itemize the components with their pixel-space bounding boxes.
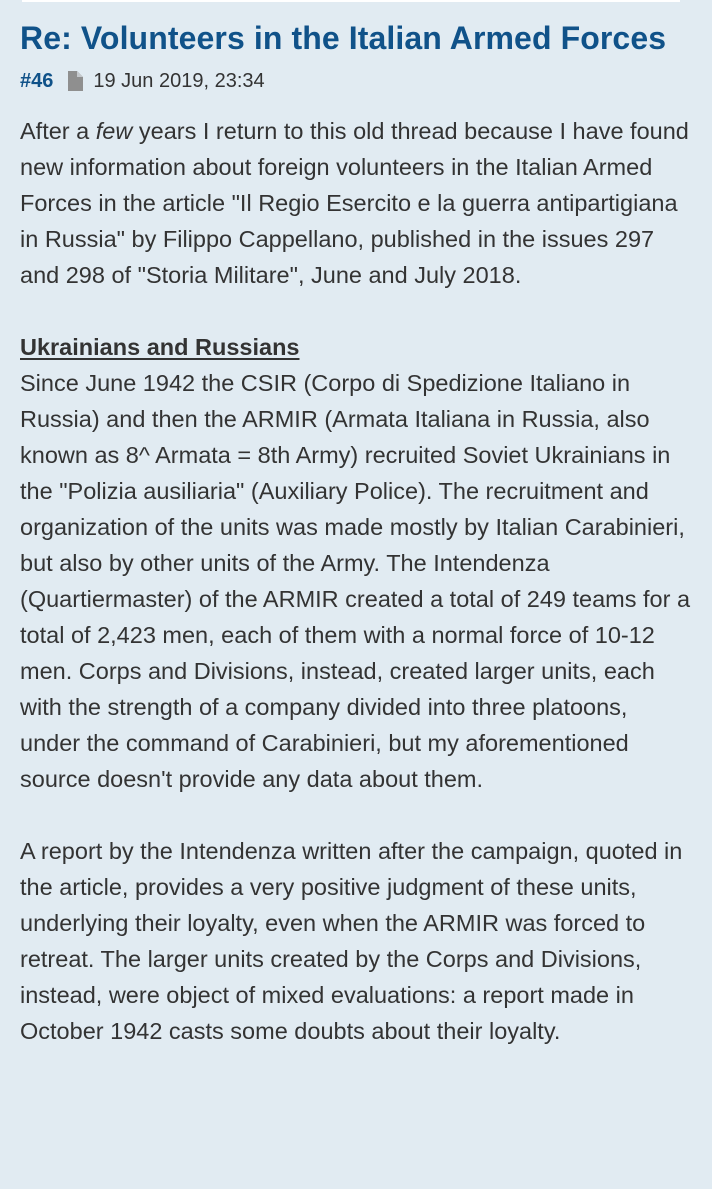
post-date: 19 Jun 2019, 23:34 — [93, 69, 265, 92]
document-icon[interactable] — [67, 71, 83, 91]
paragraph-report: A report by the Intendenza written after the campaign, quoted in the article, provides a very positive judgment of these units, underlying their loyalty, even when the ARMIR was forced to retreat. The larger units created by the Corps and Divisions, instead, were object of mixed evaluations: a report made in October 1942 casts some doubts about their loyalty. — [20, 838, 683, 1044]
top-divider — [22, 0, 680, 2]
post-number-link[interactable]: #46 — [20, 69, 54, 92]
intro-text-start: After a — [20, 118, 96, 144]
paragraph-spacer — [20, 293, 692, 329]
section-heading: Ukrainians and Russians — [20, 334, 300, 360]
post-meta — [20, 64, 692, 98]
paragraph-spacer — [20, 797, 692, 833]
intro-text-rest: years I return to this old thread because I have found new information about foreign volunteers in the Italian Armed Forces in the article "Il Regio Esercito e la guerra antipartigiana in Russia" by Filippo Cappellano, published in the issues 297 and 298 of "Storia Militare", June and July 2018. — [20, 118, 689, 288]
paragraph-ukrainians: Since June 1942 the CSIR (Corpo di Spedizione Italiano in Russia) and then the ARMIR (Armata Italiana in Russia, also known as 8^ Armata = 8th Army) recruited Soviet Ukrainians in the "Polizia ausiliaria" (Auxiliary Police). The recruitment and organization of the units was made mostly by Italian Carabinieri, but also by other units of the Army. The Intendenza (Quartiermaster) of the ARMIR created a total of 249 teams for a total of 2,423 men, each of them with a normal force of 10-12 men. Corps and Divisions, instead, created larger units, each with the strength of a company divided into three platoons, under the command of Carabinieri, but my aforementioned source doesn't provide any data about them. — [20, 370, 691, 792]
paragraph-intro — [20, 113, 692, 293]
post-title[interactable]: Re: Volunteers in the Italian Armed Forces — [20, 20, 667, 56]
post-content — [20, 113, 692, 1049]
emphasis-text: few — [95, 118, 133, 144]
